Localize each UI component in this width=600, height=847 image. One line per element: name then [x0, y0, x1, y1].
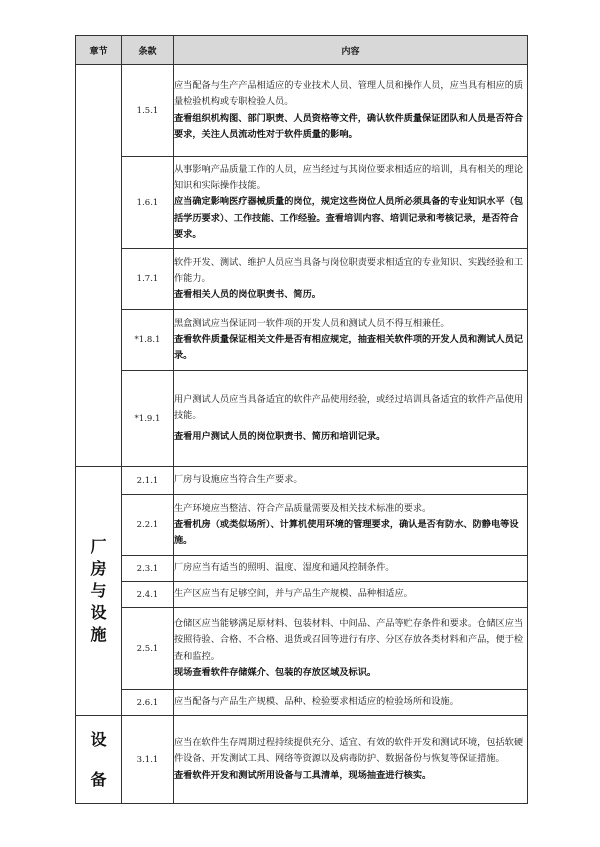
clause-content [174, 249, 528, 310]
clause-number: 1.5.1 [122, 65, 174, 157]
table-row [76, 582, 528, 608]
clause-content [174, 65, 528, 157]
requirement-text: 应当配备与生产产品相适应的专业技术人员、管理人员和操作人员，应当具有相应的质量检验机构或专职检验人员。 [174, 80, 524, 108]
check-method-text: 查看用户测试人员的岗位职责书、简历和培训记录。 [174, 430, 386, 442]
table-header-row [76, 36, 528, 65]
requirement-text: 生产环境应当整洁、符合产品质量需要及相关技术标准的要求。 [174, 502, 432, 514]
requirement-text: 仓储区应当能够满足原材料、包装材料、中间品、产品等贮存条件和要求。仓储区应当按照待验、合格、不合格、退货或召回等进行有序、分区存放各类材料和产品，便于检查和监控。 [174, 618, 524, 662]
clause-number: 2.4.1 [122, 582, 174, 608]
header-clause: 条款 [122, 36, 174, 65]
table-row [76, 467, 528, 495]
requirement-text: 软件开发、测试、维护人员应当具备与岗位职责要求相适宜的专业知识、实践经验和工作能力。 [174, 256, 524, 284]
header-content: 内容 [174, 36, 528, 65]
clause-content [174, 310, 528, 371]
chapter-label: 设备 [90, 729, 107, 789]
requirement-text: 黑盒测试应当保证同一软件项的开发人员和测试人员不得互相兼任。 [174, 317, 450, 329]
requirement-text: 应当在软件生存周期过程持续提供充分、适宜、有效的软件开发和测试环境，包括软硬件设备、开发测试工具、网络等资源以及病毒防护、数据备份与恢复等保证措施。 [174, 737, 524, 765]
requirement-text: 应当配备与产品生产规模、品种、检验要求相适应的检验场所和设施。 [174, 696, 459, 708]
clause-content [174, 716, 528, 804]
requirement-text: 生产区应当有足够空间，并与产品生产规模、品种相适应。 [174, 588, 413, 600]
table-row [76, 249, 528, 310]
clause-content [174, 608, 528, 690]
clause-content [174, 467, 528, 495]
table-row [76, 371, 528, 467]
table-row [76, 65, 528, 157]
check-method-text: 查看软件质量保证相关文件是否有相应规定，抽查相关软件项的开发人员和测试人员记录。 [174, 333, 524, 362]
clause-content [174, 582, 528, 608]
clause-number: 1.7.1 [122, 249, 174, 310]
clause-number: 2.2.1 [122, 495, 174, 556]
check-method-text: 查看组织机构图、部门职责、人员资格等文件，确认软件质量保证团队和人员是否符合要求，关注人员流动性对于软件质量的影响。 [174, 112, 524, 140]
clause-number: 3.1.1 [122, 716, 174, 804]
clause-content [174, 371, 528, 467]
clause-content [174, 556, 528, 582]
clause-number: 2.3.1 [122, 556, 174, 582]
clause-number: *1.9.1 [122, 371, 174, 467]
requirement-text: 厂房与设施应当符合生产要求。 [174, 474, 303, 486]
clause-number: 1.6.1 [122, 157, 174, 249]
clause-content [174, 495, 528, 556]
check-method-text: 查看机房（或类似场所）、计算机使用环境的管理要求，确认是否有防水、防静电等设施。 [174, 518, 519, 547]
requirement-text: 厂房应当有适当的照明、温度、湿度和通风控制条件。 [174, 562, 395, 574]
requirement-text: 从事影响产品质量工作的人员，应当经过与其岗位要求相适应的培训，具有相关的理论知识和实际操作技能。 [174, 163, 524, 192]
clause-number: 2.1.1 [122, 467, 174, 495]
check-method-text: 应当确定影响医疗器械质量的岗位，规定这些岗位人员所必须具备的专业知识水平（包括学历要求）、工作技能、工作经验。查看培训内容、培训记录和考核记录，是否符合要求。 [174, 196, 524, 240]
inspection-table [75, 35, 528, 804]
table-row [76, 495, 528, 556]
chapter-cell [76, 467, 122, 716]
table-row [76, 690, 528, 716]
clause-number: *1.8.1 [122, 310, 174, 371]
table-row [76, 310, 528, 371]
chapter-cell [76, 65, 122, 467]
header-chapter: 章节 [76, 36, 122, 65]
table-row [76, 716, 528, 804]
check-method-text: 查看软件开发和测试所用设备与工具清单，现场抽查进行核实。 [174, 769, 432, 781]
clause-number: 2.5.1 [122, 608, 174, 690]
clause-content [174, 690, 528, 716]
chapter-cell [76, 716, 122, 804]
clause-content [174, 157, 528, 249]
clause-number: 2.6.1 [122, 690, 174, 716]
table-row [76, 157, 528, 249]
table-row [76, 556, 528, 582]
table-row [76, 608, 528, 690]
chapter-label: 厂房与设施 [90, 537, 107, 644]
check-method-text: 查看相关人员的岗位职责书、简历。 [174, 289, 321, 301]
check-method-text: 现场查看软件存储媒介、包装的存放区域及标识。 [174, 666, 377, 678]
requirement-text: 用户测试人员应当具备适宜的软件产品使用经验，或经过培训具备适宜的软件产品使用技能。 [174, 394, 524, 422]
